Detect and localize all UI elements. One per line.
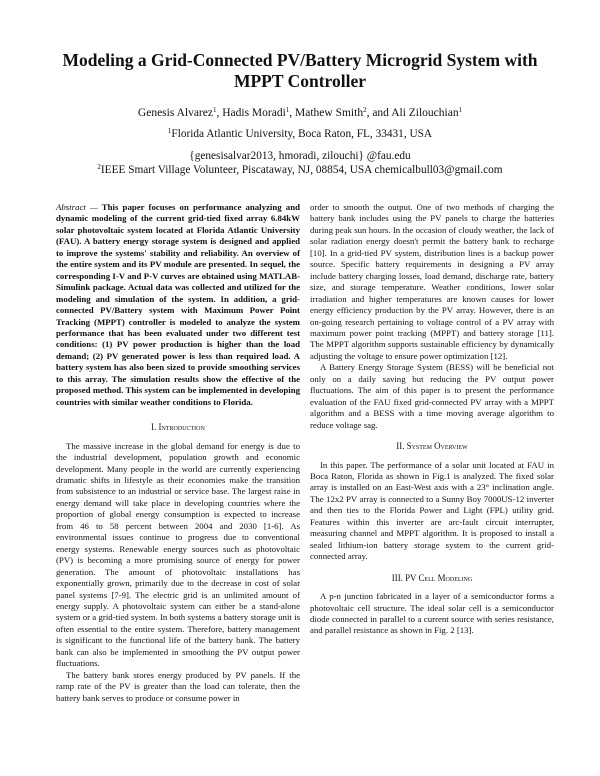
- section-heading-pv-cell-modeling: III. PV Cell Modeling: [391, 572, 473, 583]
- left-column: [56, 202, 300, 704]
- section-heading-system-overview: II. System Overview: [396, 441, 468, 452]
- abstract-label: Abstract —: [56, 202, 98, 212]
- abstract: [56, 202, 300, 408]
- body-paragraph: A p-n junction fabricated in a layer of a semiconductor forms a photovoltaic cell structure. The ideal solar cell is a semiconductor diode connected in parallel to a current source with series resistance, and parallel resistance as shown in Fig. 2 [13].: [310, 591, 554, 636]
- body-paragraph: In this paper. The performance of a solar unit located at FAU in Boca Raton, Florida as shown in Fig.1 is analyzed. The fixed solar array is installed on an East-West axis with a 23° inclination angle. The 12x2 PV array is connected to a Sunny Boy 7000US-12 inverter and then ties to the Florida Power and Light (FPL) utility grid. Features within this inverter are arc-fault circuit interrupter, measuring channel and MPPT algorithm. It is proposed to install a sealed lithium-ion battery storage system to the current grid-connected array.: [310, 459, 554, 562]
- body-paragraph: The battery bank stores energy produced by PV panels. If the ramp rate of the PV is greater than the load can tolerate, then the battery bank serves to produce or consume power in: [56, 669, 300, 703]
- paper-title: Modeling a Grid-Connected PV/Battery Microgrid System with MPPT Controller: [62, 50, 538, 91]
- affiliation-1: [40, 127, 560, 141]
- affiliation-2-text: IEEE Smart Village Volunteer, Piscataway, NJ, 08854, USA chemicalbull03@gmail.com: [100, 164, 503, 176]
- affiliation-mark: 1: [167, 127, 172, 135]
- body-paragraph: The massive increase in the global demand for energy is due to the industrial development, population growth and economic development. Many people in the world are currently experiencing dramatic shifts in lifestyle as their economies make the transition from subsistence to an industrial or service base. The largest raise in energy demand will take place in developing countries where the proportion of global energy consumption is expected to increase from 46 to 58 percent between 2004 and 2030 [1-6]. As environmental issues continue to progress due to conventional energy systems. Renewable energy sources such as photovoltaic (PV) is becoming a more promising source of energy for power generation. The amount of photovoltaic installations has exponentially grown, primarily due to the decrease in cost of solar panel systems [7-9]. The electric grid is an unlimited amount of energy supply. A photovoltaic system can either be a stand-alone system or a grid-tied system. In both systems a battery storage unit is often essential to the entire system. Therefore, battery management is significant to the functional life of the battery bank. The battery bank can also be implemented in smoothing the PV output power fluctuations.: [56, 440, 300, 669]
- body-paragraph: A Battery Energy Storage System (BESS) will be beneficial not only on a daily saving but reducing the PV output power fluctuations. The aim of this paper is to present the performance evaluation of the FAU fixed grid-connected PV array with a MPPT algorithm and a BESS with a time moving average algorithm to reduce voltage sag.: [310, 362, 554, 430]
- author-affiliation-mark: 1: [458, 106, 463, 114]
- author-emails: {genesisalvar2013, hmoradi, zilouchi} @fau.edu: [189, 150, 411, 162]
- author-separator: , and: [366, 107, 392, 119]
- author-list: [40, 106, 560, 121]
- right-column: [310, 202, 554, 637]
- author-name: Ali Zilouchian: [391, 107, 459, 119]
- affiliation-1-text: Florida Atlantic University, Boca Raton, FL, 33431, USA: [171, 128, 433, 140]
- author-name: Mathew Smith: [295, 107, 364, 119]
- body-paragraph-continued: order to smooth the output. One of two methods of charging the battery bank includes using the PV panels to charge the batteries during peak sun hours. In the occasion of cloudy weather, the lack of solar radiation energy doesn't permit the battery bank to recharge [10]. In a grid-tied PV system, distribution lines is a backup power source. Specific battery requirements in designing a PV array include battery charging losses, load demand, discharge rate, battery size, and storage temperature. Weather conditions, lower solar irradiation and higher temperatures are known causes for lower energy efficiency production by the PV array. However, there is an on-going research pertaining to voltage control of a PV array with maximum power point tracking (MPPT) and battery storage [11]. The MPPT algorithm supports sustainable efficiency by dynamically adjusting the voltage to ensure power optimization [12].: [310, 202, 554, 361]
- author-affiliation-mark: 2: [363, 106, 367, 114]
- abstract-text: This paper focuses on performance analyzing and dynamic modeling of the current grid-tied fixed array 6.84kW solar photovoltaic system located at Florida Atlantic University (FAU). A battery energy storage system is designed and applied to improve the systems' stability and reliability. An overview of the entire system and its PV module are presented. In sequel, the corresponding I-V and P-V curves are obtained using MATLAB-Simulink package. Actual data was collected and utilized for the modeling and simulation of the system. In addition, a grid-connected PV/Battery system with Maximum Power Point Tracking (MPPT) controller is modeled to analyze the system performance that has been evaluated under two different test conditions: (1) PV power production is higher than the load demand; (2) PV generated power is less than required load. A battery system has also been sized to provide smoothing services to this array. The simulation results show the effective of the proposed method. This system can be implemented in developing countries with similar weather conditions to Florida.: [56, 202, 300, 407]
- author-affiliation-mark: 1: [285, 106, 290, 114]
- affiliation-2: [40, 163, 560, 177]
- section-heading-introduction: I. Introduction: [151, 422, 205, 433]
- affiliation-mark: 2: [97, 163, 101, 171]
- author-separator: ,: [289, 107, 296, 119]
- author-affiliation-mark: 1: [212, 106, 217, 114]
- author-name: Genesis Alvarez: [137, 107, 213, 119]
- author-name: Hadis Moradi: [222, 107, 286, 119]
- author-separator: ,: [216, 107, 223, 119]
